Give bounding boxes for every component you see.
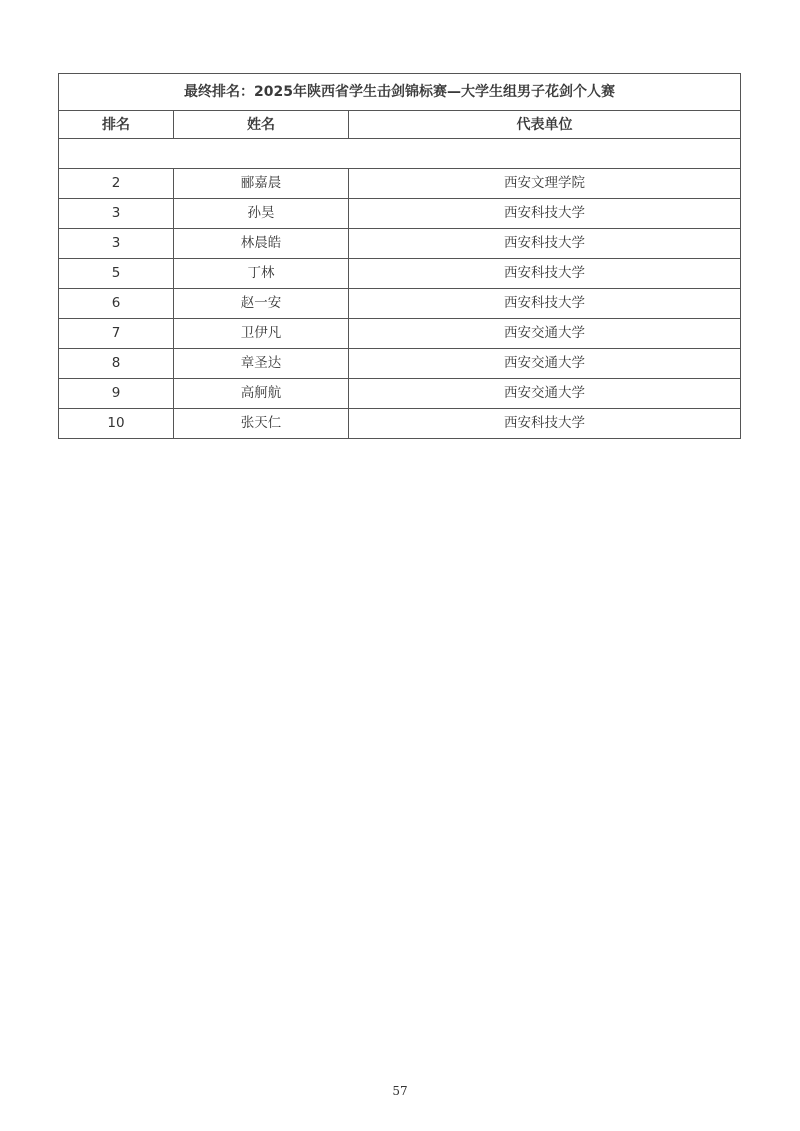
table-header-row bbox=[59, 111, 741, 139]
table-row bbox=[59, 289, 741, 319]
blank-row bbox=[59, 139, 741, 169]
unit-cell: 西安交通大学 bbox=[349, 319, 741, 349]
table-row bbox=[59, 319, 741, 349]
name-cell: 张天仁 bbox=[174, 409, 349, 439]
table-title: 最终排名：2025年陕西省学生击剑锦标赛—大学生组男子花剑个人赛 bbox=[59, 74, 741, 111]
table-row bbox=[59, 379, 741, 409]
header-name: 姓名 bbox=[174, 111, 349, 139]
page-number: 57 bbox=[392, 1084, 408, 1098]
unit-cell: 西安交通大学 bbox=[349, 379, 741, 409]
header-unit: 代表单位 bbox=[349, 111, 741, 139]
rank-cell: 8 bbox=[59, 349, 174, 379]
blank-cell bbox=[59, 139, 741, 169]
unit-cell: 西安交通大学 bbox=[349, 349, 741, 379]
table-row bbox=[59, 199, 741, 229]
unit-cell: 西安科技大学 bbox=[349, 229, 741, 259]
name-cell: 林晨皓 bbox=[174, 229, 349, 259]
table-row bbox=[59, 259, 741, 289]
unit-cell: 西安科技大学 bbox=[349, 199, 741, 229]
rank-cell: 5 bbox=[59, 259, 174, 289]
rank-cell: 2 bbox=[59, 169, 174, 199]
header-rank: 排名 bbox=[59, 111, 174, 139]
rank-cell: 3 bbox=[59, 199, 174, 229]
table-row bbox=[59, 349, 741, 379]
table-title-row bbox=[59, 74, 741, 111]
rank-cell: 6 bbox=[59, 289, 174, 319]
ranking-table bbox=[58, 73, 741, 439]
rank-cell: 9 bbox=[59, 379, 174, 409]
table-row bbox=[59, 229, 741, 259]
table-row bbox=[59, 169, 741, 199]
rank-cell: 10 bbox=[59, 409, 174, 439]
unit-cell: 西安文理学院 bbox=[349, 169, 741, 199]
name-cell: 郦嘉晨 bbox=[174, 169, 349, 199]
rank-cell: 7 bbox=[59, 319, 174, 349]
name-cell: 赵一安 bbox=[174, 289, 349, 319]
unit-cell: 西安科技大学 bbox=[349, 289, 741, 319]
unit-cell: 西安科技大学 bbox=[349, 259, 741, 289]
name-cell: 章圣达 bbox=[174, 349, 349, 379]
name-cell: 卫伊凡 bbox=[174, 319, 349, 349]
name-cell: 丁林 bbox=[174, 259, 349, 289]
rank-cell: 3 bbox=[59, 229, 174, 259]
name-cell: 高舸航 bbox=[174, 379, 349, 409]
table-row bbox=[59, 409, 741, 439]
unit-cell: 西安科技大学 bbox=[349, 409, 741, 439]
name-cell: 孙昊 bbox=[174, 199, 349, 229]
